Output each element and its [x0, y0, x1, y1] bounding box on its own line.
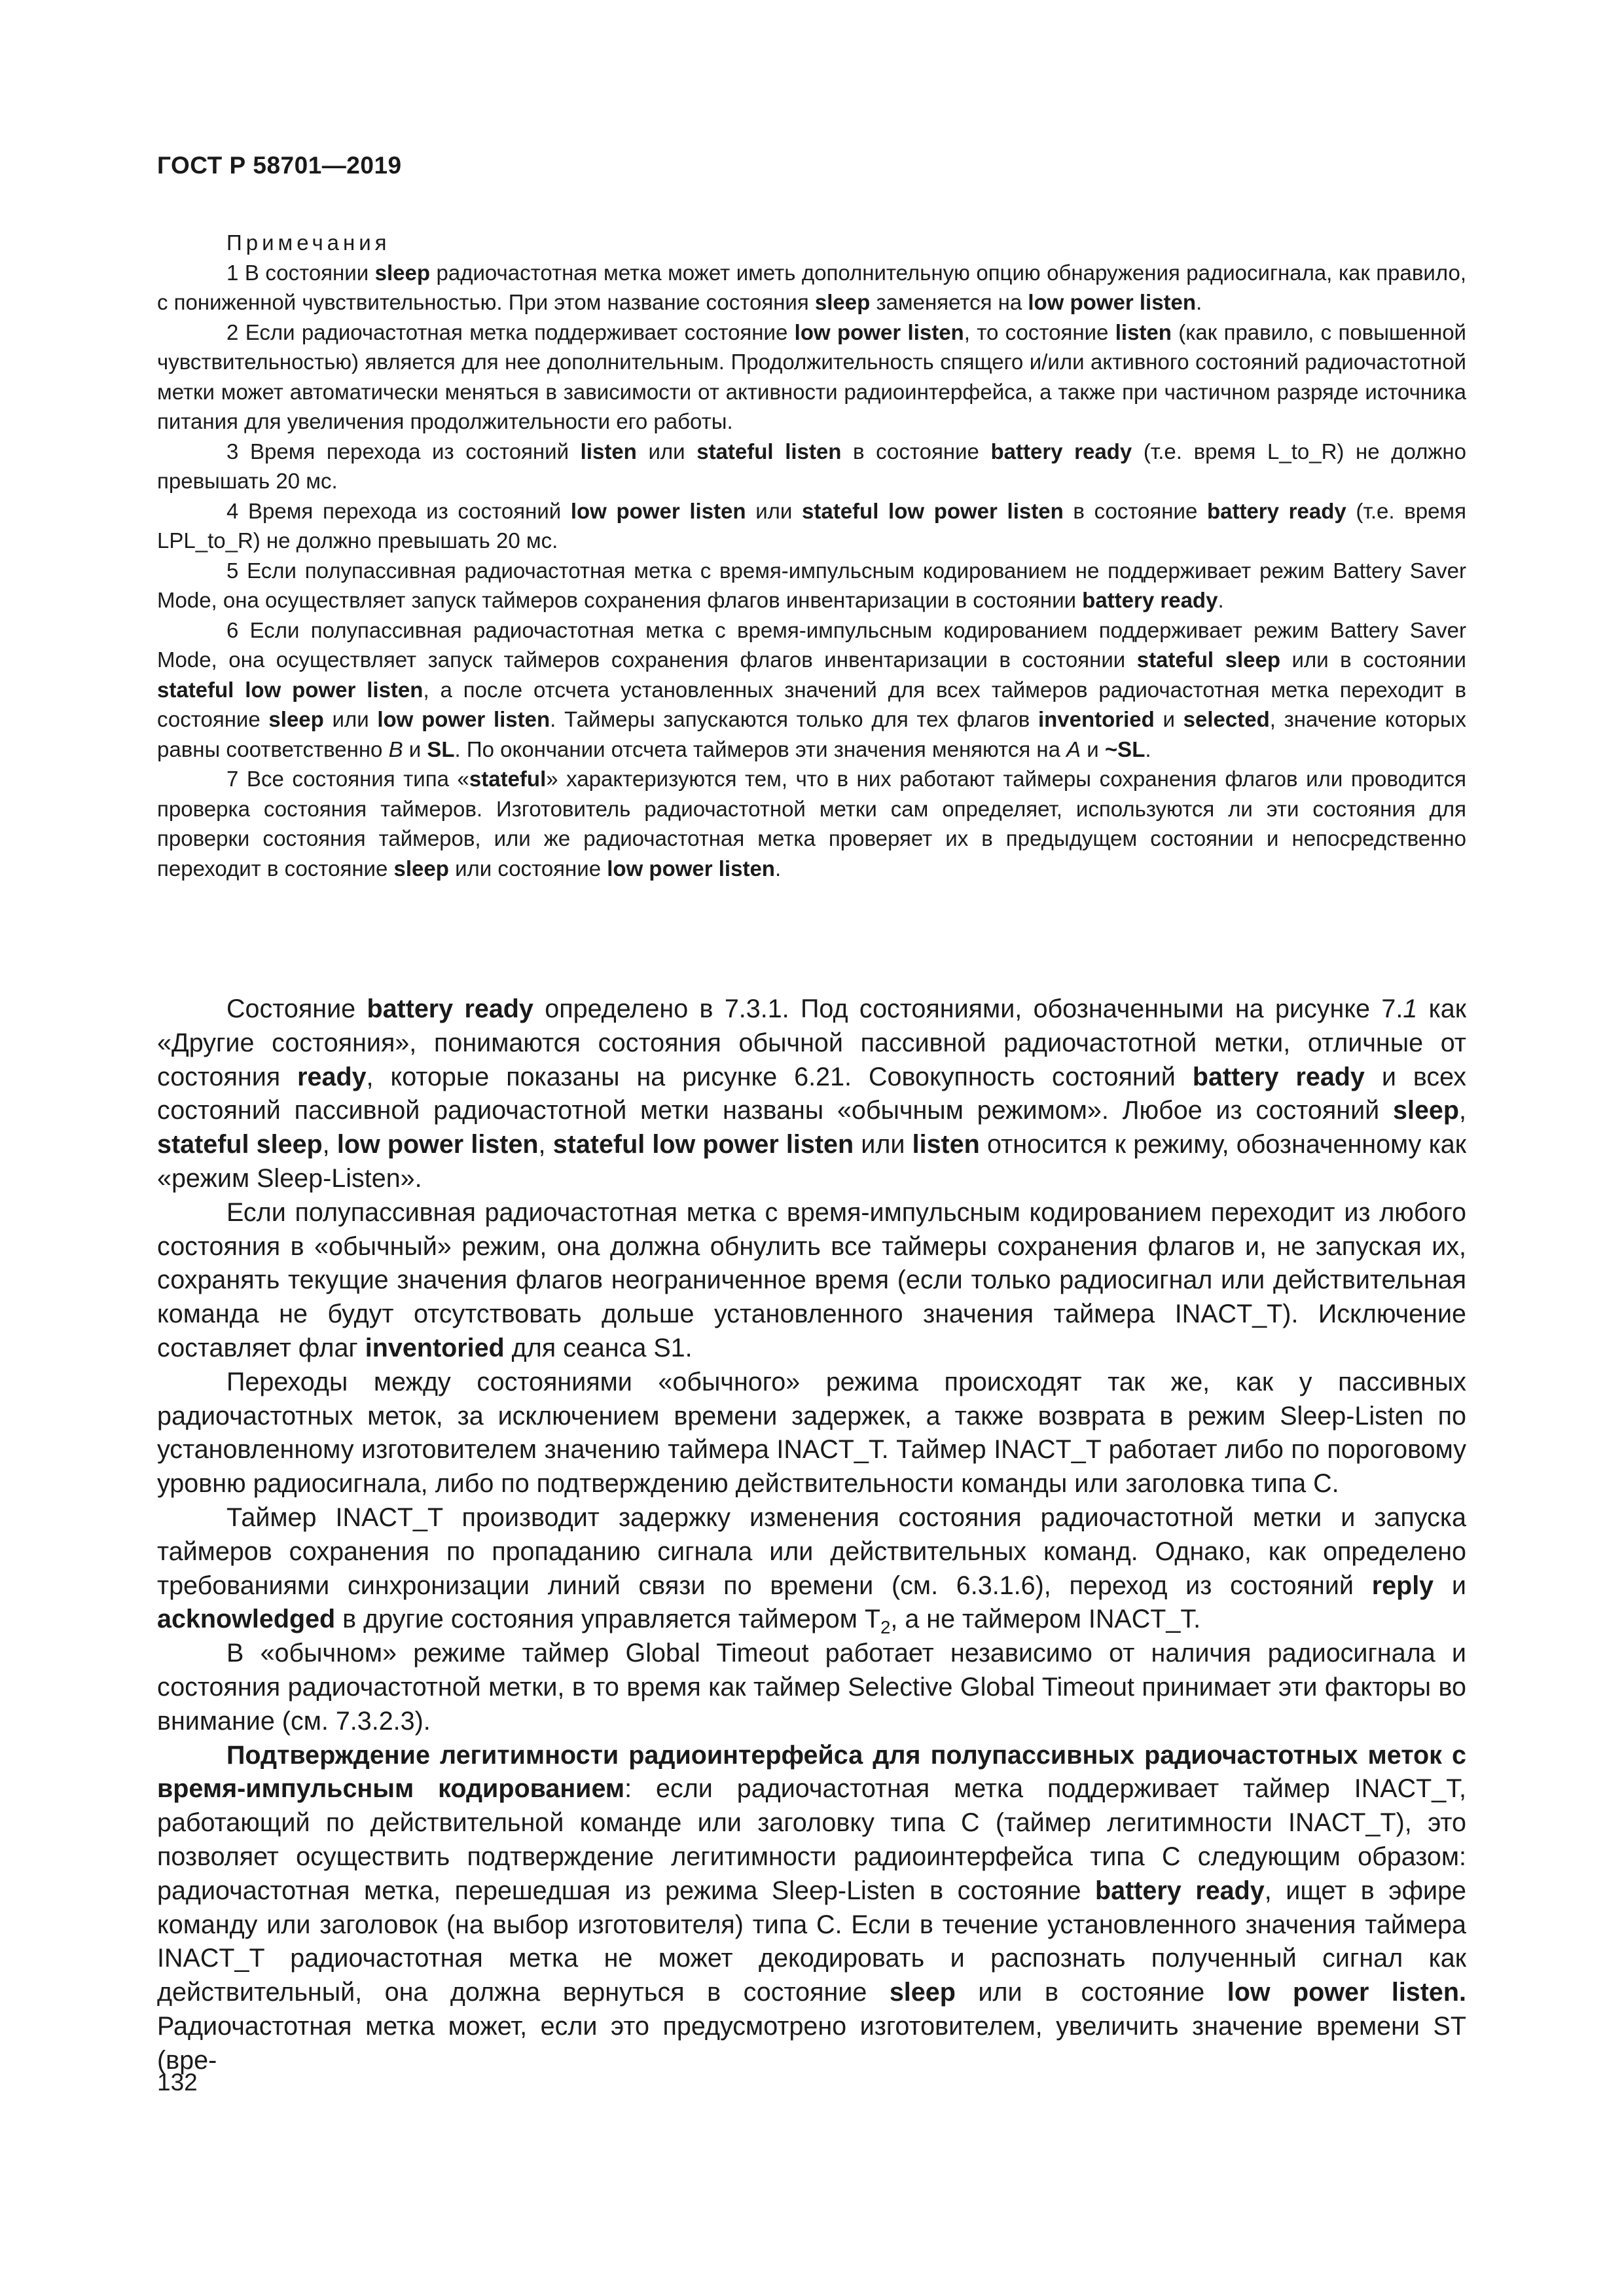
main-text: [157, 993, 1466, 2078]
paragraph: Подтверждение легитимности радиоинтерфейса для полупассивных радиочастотных меток с время-импульсным кодированием: если радиочастотная метка поддерживает таймер INACT_T, работающий по действительной команде или заголовку типа С (таймер легитимности INACT_T), это позволяет осуществить подтверждение легитимности радиоинтерфейса типа С следующим образом: радиочастотная метка, перешедшая из режима Sleep-Listen в состояние battery ready, ищет в эфире команду или заголовок (на выбор изготовителя) типа С. Если в течение установленного значения таймера INACT_T радиочастотная метка не может декодировать и распознать полученный сигнал как действительный, она должна вернуться в состояние sleep или в состояние low power listen. Радиочастотная метка может, если это предусмотрено изготовителем, увеличить значение времени ST (вре-: [157, 1740, 1467, 2075]
notes-title: Примечания: [226, 230, 391, 255]
note-item: 6 Если полупассивная радиочастотная метка с время-импульсным кодированием поддерживает режим Battery Saver Mode, она осуществляет запуск таймеров сохранения флагов инвентаризации в состоянии stateful sleep или в состоянии stateful low power listen, а после отсчета установленных значений для всех таймеров радиочастотная метка переходит в состояние sleep или low power listen. Таймеры запускаются только для тех флагов inventoried и selected, значение которых равны соответственно B и SL. По окончании отсчета таймеров эти значения меняются на A и ~SL.: [157, 617, 1466, 761]
paragraph: Состояние battery ready определено в 7.3.1. Под состояниями, обозначенными на рисунке 7.1 как «Другие состояния», понимаются состояния обычной пассивной радиочастотной метки, отличные от состояния ready, которые показаны на рисунке 6.21. Совокупность состояний battery ready и всех состояний пассивной радиочастотной метки названы «обычным режимом». Любое из состояний sleep, stateful sleep, low power listen, stateful low power listen или listen относится к режиму, обозначенному как «режим Sleep-Listen».: [157, 994, 1467, 1193]
note-item: 5 Если полупассивная радиочастотная метка с время-импульсным кодированием не поддерживает режим Battery Saver Mode, она осуществляет запуск таймеров сохранения флагов инвентаризации в состоянии battery ready.: [157, 558, 1466, 612]
paragraph: В «обычном» режиме таймер Global Timeout работает независимо от наличия радиосигнала и состояния радиочастотной метки, в то время как таймер Selective Global Timeout принимает эти факторы во внимание (см. 7.3.2.3).: [157, 1639, 1466, 1736]
paragraph: Если полупассивная радиочастотная метка с время-импульсным кодированием переходит из любого состояния в «обычный» режим, она должна обнулить все таймеры сохранения флагов и, не запуская их, сохранять текущие значения флагов неограниченное время (если только радиосигнал или действительная команда не будут отсутствовать дольше установленного значения таймера INACT_T). Исключение составляет флаг inventoried для сеанса S1.: [157, 1197, 1466, 1362]
notes-block: [157, 228, 1466, 883]
page-number: 132: [157, 2069, 198, 2096]
note-item: 3 Время перехода из состояний listen или stateful listen в состояние battery ready (т.е. время L_to_R) не должно превышать 20 мс.: [157, 439, 1466, 493]
paragraph: Переходы между состояниями «обычного» режима происходят так же, как у пассивных радиочастотных меток, за исключением времени задержек, а также возврата в режим Sleep-Listen по установленному изготовителем значению таймера INACT_T. Таймер INACT_T работает либо по пороговому уровню радиосигнала, либо по подтверждению действительности команды или заголовка типа С.: [157, 1367, 1466, 1499]
document-header: ГОСТ Р 58701—2019: [157, 152, 402, 179]
note-item: 2 Если радиочастотная метка поддерживает состояние low power listen, то состояние listen (как правило, с повышенной чувствительностью) является для нее дополнительным. Продолжительность спящего и/или активного состояний радиочастотной метки может автоматически меняться в зависимости от активности радиоинтерфейса, а также при частичном разряде источника питания для увеличения продолжительности его работы.: [157, 319, 1466, 433]
note-item: 4 Время перехода из состояний low power listen или stateful low power listen в состояние battery ready (т.е. время LPL_to_R) не должно превышать 20 мс.: [157, 498, 1466, 553]
note-item: 7 Все состояния типа «stateful» характеризуются тем, что в них работают таймеры сохранения флагов или проводится проверка состояния таймеров. Изготовитель радиочастотной метки сам определяет, используются ли эти состояния для проверки состояния таймеров, или же радиочастотная метка проверяет их в предыдущем состоянии и непосредственно переходит в состояние sleep или состояние low power listen.: [157, 767, 1466, 881]
paragraph: Таймер INACT_T производит задержку изменения состояния радиочастотной метки и запуска таймеров сохранения по пропаданию сигнала или действительных команд. Однако, как определено требованиями синхронизации линий связи по времени (см. 6.3.1.6), переход из состояний reply и acknowledged в другие состояния управляется таймером $T_2$, а не таймером INACT_T.: [157, 1503, 1466, 1638]
note-item: 1 В состоянии sleep радиочастотная метка может иметь дополнительную опцию обнаружения радиосигнала, как правило, с пониженной чувствительностью. При этом название состояния sleep заменяется на low power listen.: [157, 260, 1466, 314]
